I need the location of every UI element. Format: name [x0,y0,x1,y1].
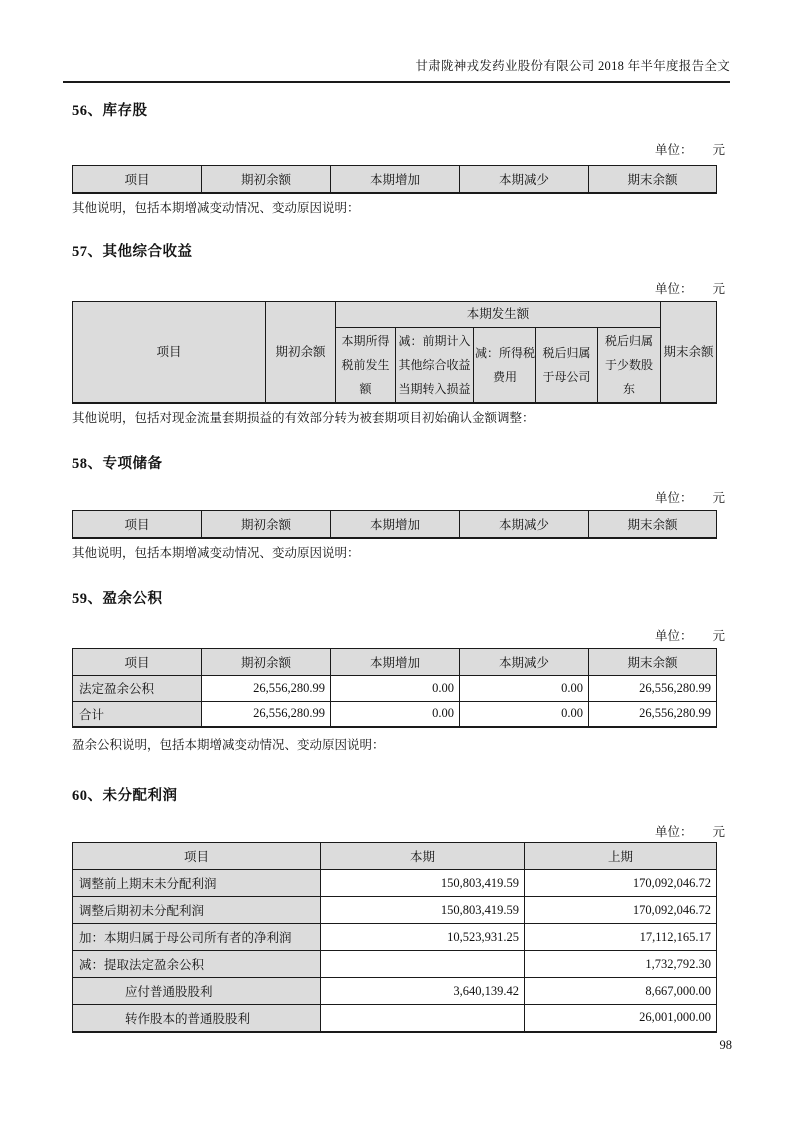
section-57-note: 其他说明，包括对现金流量套期损益的有效部分转为被套期项目初始确认金额调整： [72,411,535,425]
column-header: 本期减少 [460,166,589,193]
section-57-heading: 57、其他综合收益 [72,243,193,260]
column-header: 本期增加 [331,511,460,538]
table-row [73,924,717,951]
undistributed-profit-table [72,842,717,1033]
other-comprehensive-income-table [72,301,717,405]
section-58-heading: 58、专项储备 [72,456,163,472]
cell-value: 0.00 [460,701,589,727]
table-header-row [73,166,717,193]
column-header: 本期减少 [460,511,589,538]
cell-value: 150,803,419.59 [321,897,525,924]
row-label: 法定盈余公积 [73,675,202,701]
unit-label: 单位： [654,628,693,643]
cell-value: 26,556,280.99 [589,675,717,701]
column-header: 减：所得税费用 [474,327,536,403]
column-header: 项目 [73,843,321,870]
column-header: 项目 [73,648,202,675]
unit-value: 元 [712,281,725,296]
table-row [73,870,717,897]
cell-value: 1,732,792.30 [525,951,717,978]
report-header-title: 甘肃陇神戎发药业股份有限公司 2018 年半年度报告全文 [415,59,730,73]
cell-value [321,1005,525,1032]
column-header: 期末余额 [589,648,717,675]
row-label: 加：本期归属于母公司所有者的净利润 [73,924,321,951]
cell-value: 170,092,046.72 [525,870,717,897]
table-row [73,1005,717,1032]
cell-value [321,951,525,978]
column-header: 本期 [321,843,525,870]
table-header-row [73,511,717,538]
section-56-heading: 56、库存股 [72,103,148,119]
row-label: 应付普通股股利 [73,978,321,1005]
column-header: 期初余额 [202,648,331,675]
column-header: 期末余额 [589,511,717,538]
column-header: 期末余额 [661,301,717,403]
row-label: 转作股本的普通股股利 [73,1005,321,1032]
table-header-row [73,843,717,870]
unit-label: 单位： [654,143,693,157]
unit-value: 元 [712,825,725,839]
column-header: 期初余额 [202,166,331,193]
column-header: 本期减少 [460,648,589,675]
row-label: 减：提取法定盈余公积 [73,951,321,978]
unit-row [72,824,725,840]
table-row [73,951,717,978]
table-row [73,675,717,701]
column-header: 期末余额 [589,166,717,193]
table-row [73,701,717,727]
cell-value: 0.00 [460,675,589,701]
section-59-note: 盈余公积说明，包括本期增减变动情况、变动原因说明： [72,738,385,752]
column-header: 本期增加 [331,648,460,675]
special-reserve-table [72,510,717,539]
column-header: 项目 [73,166,202,193]
row-label: 调整后期初未分配利润 [73,897,321,924]
cell-value: 17,112,165.17 [525,924,717,951]
table-row [73,978,717,1005]
cell-value: 0.00 [331,701,460,727]
cell-value: 26,556,280.99 [202,701,331,727]
section-58-note: 其他说明，包括本期增减变动情况、变动原因说明： [72,545,360,560]
column-header: 期初余额 [266,301,336,403]
cell-value: 0.00 [331,675,460,701]
cell-value: 170,092,046.72 [525,897,717,924]
unit-value: 元 [712,628,725,643]
cell-value: 10,523,931.25 [321,924,525,951]
unit-value: 元 [712,491,725,505]
unit-value: 元 [712,143,725,157]
section-60-heading: 60、未分配利润 [72,788,178,804]
row-label: 合计 [73,701,202,727]
column-header: 本期增加 [331,166,460,193]
table-header-row [73,648,717,675]
unit-label: 单位： [654,825,693,839]
cell-value: 26,556,280.99 [589,701,717,727]
row-label: 调整前上期末未分配利润 [73,870,321,897]
table-row [73,897,717,924]
column-header: 项目 [73,301,266,403]
section-56-note: 其他说明，包括本期增减变动情况、变动原因说明： [72,200,360,215]
treasury-stock-table [72,165,717,194]
column-header: 减：前期计入其他综合收益当期转入损益 [396,327,474,403]
cell-value: 3,640,139.42 [321,978,525,1005]
cell-value: 26,556,280.99 [202,675,331,701]
cell-value: 8,667,000.00 [525,978,717,1005]
unit-row [72,142,725,158]
column-header: 本期所得税前发生额 [336,327,396,403]
cell-value: 150,803,419.59 [321,870,525,897]
report-content [72,101,725,1033]
unit-row [72,490,725,506]
column-group-header: 本期发生额 [336,301,661,327]
unit-label: 单位： [654,281,693,296]
section-59-heading: 59、盈余公积 [72,590,163,607]
page-number: 98 [719,1038,732,1052]
unit-row [72,281,725,297]
column-header: 上期 [525,843,717,870]
surplus-reserve-table [72,648,717,729]
column-header: 期初余额 [202,511,331,538]
column-header: 税后归属于少数股东 [598,327,661,403]
unit-label: 单位： [654,491,693,505]
column-header: 项目 [73,511,202,538]
column-header: 税后归属于母公司 [536,327,598,403]
page-header [63,0,730,83]
unit-row [72,628,725,644]
cell-value: 26,001,000.00 [525,1005,717,1032]
table-header-row [73,301,717,327]
